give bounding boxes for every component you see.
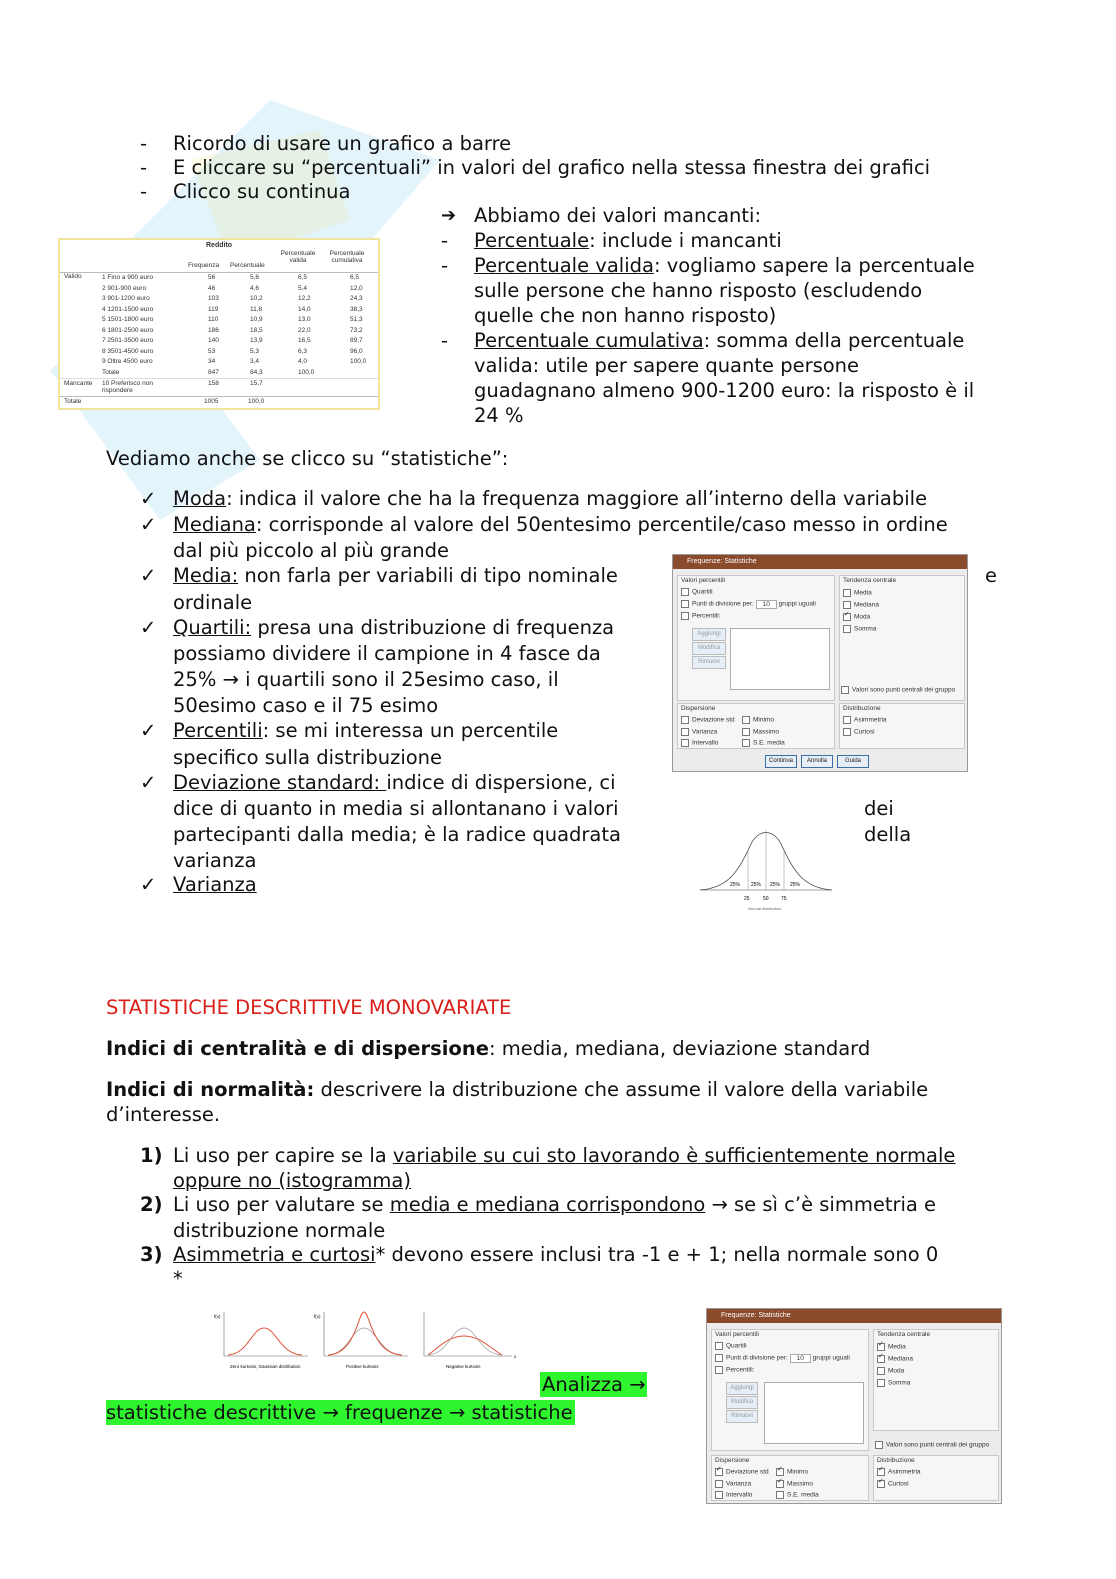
table-cell: 140 [208, 337, 219, 344]
table-cell: 5,6 [250, 274, 260, 281]
table-cell: 5,4 [298, 284, 308, 292]
table-cell: 18,5 [250, 326, 263, 334]
variance-checkbox[interactable]: Varianza [681, 728, 717, 736]
max-checkbox[interactable]: ✓ Massimo [777, 1478, 814, 1488]
midpoints-checkbox[interactable]: Valori sono punti centrali dei gruppo [841, 686, 955, 694]
table-cell: 96,0 [350, 347, 363, 355]
segment-label: 25% [730, 882, 741, 888]
check-icon: ✓ [140, 616, 157, 639]
distribution-group: Distribuzione Asimmetria Curtosi [839, 703, 965, 749]
tick-label: 75 [781, 896, 787, 902]
check-icon: ✓ [140, 513, 157, 536]
table-cell: 12,0 [350, 284, 363, 292]
somma-checkbox[interactable]: Somma [877, 1379, 910, 1387]
media-checkbox[interactable]: Media [843, 589, 872, 597]
percentiles-checkbox[interactable]: Percentili: [715, 1366, 755, 1374]
check-item-mediana: Mediana: corrisponde al valore del 50entesimo percentile/caso messo in ordine [173, 513, 948, 536]
table-cell: 11,8 [250, 305, 263, 313]
statistics-dialog-2: Frequenze: Statistiche Valori percentili Quartili Punti di divisione per: 10 gruppi uguali Percentili: Aggiungi Modifica Rimuovi Tendenza centrale ✓ Media ✓ Mediana Moda Somma Valori sono punti centrali dei gruppo Dispersione ✓ Deviazione std ✓ Minimo Varianza ✓ Massimo Intervallo S.E. media Distribuzione ✓ Asimmetria ✓ Curtosi [706, 1308, 1002, 1504]
dash-item: Clicco su continua [173, 180, 351, 203]
table-cell: 6,5 [298, 274, 308, 281]
table-cell: 13,0 [298, 316, 311, 323]
svg-text:Negative kurtosis: Negative kurtosis [446, 1364, 481, 1369]
income-frequency-table: Reddito Frequenza Percentuale Percentuale valida Percentuale cumulativa Valido 1 Fino a 900 euro 56 5,6 6,5 6,5 2 901-900 euro 46 4,6 5,4 12,0 3 901-1200 euro 103 10,2 12,2 24,3 4 1201-1500 euro 119 11,8 14,0 38,3 5 1501-1800 euro 110 10,9 13,0 51,3 6 1801-2500 euro 186 18,5 22,0 73,2 7 2501-3500 euro 140 13,9 16,5 89,7 8 3501-4500 euro 53 5,3 6,3 96,0 9 Oltre 4500 euro 34 3,4 4,0 100,0 Totale 847 84,3 100,0 Mancante 10 Preferisco non rispondere 158 15,7 Totale 1005 100,0 [58, 238, 380, 410]
check-item-moda: Moda: indica il valore che ha la frequenza maggiore all’interno della variabile [173, 487, 928, 510]
missing-item: Percentuale valida: vogliamo sapere la percentuale [474, 254, 975, 277]
normality-line: Indici di normalità: descrivere la distribuzione che assume il valore della variabile [106, 1078, 929, 1101]
range-checkbox[interactable]: Intervallo [681, 739, 718, 747]
check-icon: ✓ [140, 771, 157, 794]
kurtosis-checkbox[interactable]: Curtosi [843, 728, 875, 736]
svg-text:Positive kurtosis: Positive kurtosis [346, 1364, 379, 1369]
remove-button[interactable]: Rimuovi [726, 1410, 758, 1423]
kurtosis-figure [212, 1308, 522, 1380]
svg-text:Zero kurtosis, Gaussian distri: Zero kurtosis, Gaussian distribution [230, 1364, 301, 1369]
continue-button[interactable]: Continua [765, 755, 797, 768]
highlight-analizza: Analizza → [542, 1373, 646, 1396]
check-item-quartili: Quartili: presa una distribuzione di frequenza [173, 616, 615, 639]
svg-text:f(x): f(x) [314, 1314, 321, 1319]
table-cell: 24,3 [350, 295, 363, 302]
table-cell: 119 [208, 305, 219, 313]
table-cell: 1 Fino a 900 euro [102, 274, 153, 281]
check-item-media: Media: non farla per variabili di tipo nominale [173, 564, 618, 587]
table-cell: 22,0 [298, 326, 311, 334]
table-cell: 5 1501-1800 euro [102, 316, 154, 323]
remove-button[interactable]: Rimuovi [692, 656, 726, 669]
table-cell: 14,0 [298, 305, 311, 313]
variance-checkbox[interactable]: Varianza [715, 1480, 751, 1488]
table-cell: 73,2 [350, 326, 363, 334]
kurtosis-plot-positive [314, 1312, 408, 1369]
kurtosis-plot-zero [214, 1312, 308, 1369]
table-cell: 34 [208, 358, 216, 365]
x-axis-label: Normal distribution [748, 906, 782, 911]
table-cell: 56 [208, 274, 216, 281]
check-item-varianza: Varianza [173, 873, 257, 896]
dispersion-group: Dispersione Deviazione std Minimo Varianza Massimo Intervallo S.E. media [677, 703, 835, 749]
table-cell: 847 [208, 368, 219, 376]
table-title: Reddito [206, 242, 233, 249]
central-tendency-group: Tendenza centrale Media Mediana ✓ Moda Somma [839, 575, 965, 701]
svg-text:x: x [514, 1354, 517, 1359]
table-cell: 2 901-900 euro [102, 284, 147, 292]
missing-item: Percentuale cumulativa: somma della percentuale [474, 329, 965, 352]
media-checkbox[interactable]: ✓ Media [878, 1341, 906, 1351]
table-cell: Totale [102, 368, 120, 376]
numbered-item-2: Li uso per valutare se media e mediana corrispondono → se sì c’è simmetria e [173, 1193, 937, 1216]
table-cell: 186 [208, 326, 219, 334]
midpoints-checkbox[interactable]: Valori sono punti centrali dei gruppo [875, 1441, 989, 1449]
normal-curve-figure [698, 822, 834, 914]
kurtosis-checkbox[interactable]: ✓ Curtosi [878, 1478, 909, 1488]
moda-checkbox[interactable]: Moda [877, 1367, 904, 1375]
table-cell: 53 [208, 347, 216, 355]
check-item-devstd: Deviazione standard: indice di dispersione, ci [173, 771, 616, 794]
kurtosis-plot-negative [424, 1312, 517, 1369]
se-mean-checkbox[interactable]: S.E. media [742, 739, 785, 747]
percentile-group: Valori percentili Quartili Punti di divisione per: 10 gruppi uguali Percentili: Aggiungi Modifica Rimuovi [677, 575, 835, 701]
tick-label: 25 [744, 896, 750, 902]
arrow-icon: ➔ [441, 205, 457, 226]
table-cell: 103 [208, 295, 219, 302]
skewness-checkbox[interactable]: Asimmetria [843, 716, 887, 724]
somma-checkbox[interactable]: Somma [843, 625, 876, 633]
check-icon: ✓ [140, 487, 157, 510]
dialog-title: Frequenze: Statistiche [707, 1309, 1001, 1323]
max-checkbox[interactable]: Massimo [742, 728, 779, 736]
statistics-dialog-1 [672, 554, 968, 772]
percentile-list[interactable] [764, 1382, 864, 1444]
add-button[interactable]: Aggiungi [692, 628, 726, 641]
table-cell: 4 1201-1500 euro [102, 305, 154, 313]
table-cell: 6,5 [350, 274, 360, 281]
table-cell: 100,0 [298, 368, 315, 376]
table-cell: 7 2501-3500 euro [102, 337, 154, 344]
modify-button[interactable]: Modifica [726, 1396, 758, 1409]
table-cell: 38,3 [350, 305, 363, 313]
numbered-item-1: Li uso per capire se la variabile su cui sto lavorando è sufficientemente normale [173, 1144, 956, 1167]
table-cell: 100,0 [350, 358, 367, 365]
numbered-item-3: Asimmetria e curtosi* devono essere inclusi tra -1 e + 1; nella normale sono 0 [173, 1243, 939, 1266]
table-cell: 8 3501-4500 euro [102, 347, 154, 355]
table-cell: 16,5 [298, 337, 311, 344]
dash-item: E cliccare su “percentuali” in valori del grafico nella stessa finestra dei grafici [173, 156, 931, 179]
quartili-checkbox[interactable]: Quartili [681, 588, 713, 596]
table-cell: 10,9 [250, 316, 263, 323]
se-mean-checkbox[interactable]: S.E. media [776, 1491, 819, 1499]
missing-heading: Abbiamo dei valori mancanti: [474, 204, 762, 227]
table-cell: 4,6 [250, 284, 260, 292]
check-icon: ✓ [140, 719, 157, 742]
dash-item: Ricordo di usare un grafico a barre [173, 132, 512, 155]
highlight-menu-path: statistiche descrittive → frequenze → statistiche [106, 1401, 573, 1424]
percentile-list[interactable] [730, 628, 830, 690]
min-checkbox[interactable]: ✓ Minimo [777, 1466, 808, 1476]
mediana-checkbox[interactable]: ✓ Mediana [878, 1353, 913, 1363]
table-cell: 84,3 [250, 368, 263, 376]
section-title: STATISTICHE DESCRITTIVE MONOVARIATE [106, 996, 512, 1019]
table-cell: 110 [208, 316, 219, 323]
quartili-checkbox[interactable]: Quartili [715, 1342, 747, 1350]
mediana-checkbox[interactable]: Mediana [843, 601, 879, 609]
cut-points-checkbox[interactable]: Punti di divisione per: 10 gruppi uguali [715, 1354, 850, 1362]
centrality-line: Indici di centralità e di dispersione: media, mediana, deviazione standard [106, 1037, 871, 1060]
missing-item: Percentuale: include i mancanti [474, 229, 782, 252]
stats-intro: Vediamo anche se clicco su “statistiche”: [106, 447, 509, 470]
table-cell: 13,9 [250, 337, 263, 344]
table-cell: 3 901-1200 euro [102, 295, 150, 302]
table-cell: 4,0 [298, 358, 308, 365]
table-cell: 3,4 [250, 358, 260, 365]
percentiles-checkbox[interactable]: Percentili: [681, 612, 721, 620]
range-checkbox[interactable]: Intervallo [715, 1491, 752, 1499]
table-cell: 6,3 [298, 347, 308, 355]
table-cell: 89,7 [350, 337, 363, 344]
table-cell: 9 Oltre 4500 euro [102, 358, 153, 365]
check-icon: ✓ [140, 564, 157, 587]
moda-checkbox[interactable]: ✓ Moda [844, 611, 871, 621]
cancel-button[interactable]: Annulla [801, 755, 833, 768]
svg-text:f(x): f(x) [214, 1314, 221, 1319]
segment-label: 25% [751, 882, 762, 888]
check-item-percentili: Percentili: se mi interessa un percentile [173, 719, 559, 742]
stddev-checkbox[interactable]: Deviazione std [681, 716, 735, 724]
stddev-checkbox[interactable]: ✓ Deviazione std [716, 1466, 769, 1476]
check-icon: ✓ [140, 873, 157, 896]
segment-label: 25% [790, 882, 801, 888]
table-cell: 6 1801-2500 euro [102, 326, 154, 334]
table-cell: 51,3 [350, 316, 363, 323]
table-cell: 5,3 [250, 347, 260, 355]
tick-label: 50 [763, 896, 769, 902]
table-cell: 10,2 [250, 295, 263, 302]
segment-label: 25% [770, 882, 781, 888]
dialog-title: Frequenze: Statistiche [673, 555, 967, 569]
min-checkbox[interactable]: Minimo [742, 716, 774, 724]
cut-points-checkbox[interactable]: Punti di divisione per: 10 gruppi uguali [681, 600, 816, 608]
add-button[interactable]: Aggiungi [726, 1382, 758, 1395]
table-cell: 46 [208, 284, 216, 292]
help-button[interactable]: Guida [837, 755, 869, 768]
skewness-checkbox[interactable]: ✓ Asimmetria [878, 1466, 921, 1476]
modify-button[interactable]: Modifica [692, 642, 726, 655]
table-cell: 12,2 [298, 295, 311, 302]
